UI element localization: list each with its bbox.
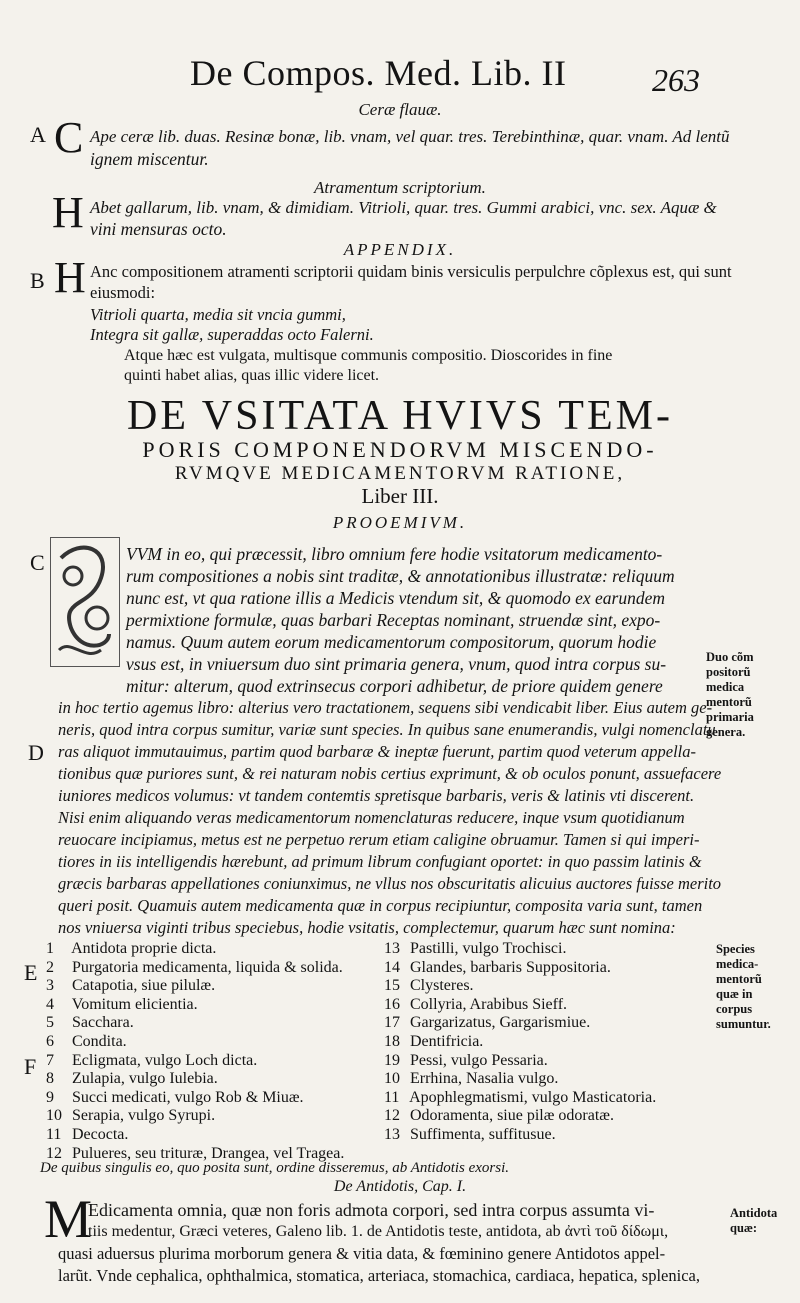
- closing-line: De quibus singulis eo, quo posita sunt, ordine disseremus, ab Antidotis exorsi.: [40, 1160, 510, 1176]
- species-name: Dentifricia.: [406, 1032, 484, 1050]
- species-number: 12: [46, 1144, 62, 1162]
- cera-line-1: Ape ceræ lib. duas. Resinæ bonæ, lib. vnam, vel quar. tres. Terebinthinæ, quar. vnam. Ad lentũ: [90, 127, 730, 146]
- species-number: 18: [384, 1032, 400, 1050]
- proemium-heading: PROOEMIVM.: [332, 513, 468, 532]
- atramentum-heading: Atramentum scriptorium.: [314, 178, 486, 197]
- species-item: [46, 1089, 344, 1108]
- book-title-line-3: RVMQVE MEDICAMENTORVM RATIONE,: [174, 463, 626, 484]
- species-item: [46, 940, 344, 959]
- species-name: Pessi, vulgo Pessaria.: [406, 1051, 548, 1069]
- proemium-line-6: vsus est, in vniuersum duo sint primaria genera, vnum, quod intra corpus su-: [126, 654, 667, 674]
- section-letter-f: F: [24, 1054, 37, 1079]
- species-name: Zulapia, vulgo Iulebia.: [68, 1070, 218, 1088]
- species-number: 13: [384, 940, 400, 957]
- species-name: Pulueres, seu trituræ, Drangea, vel Tragea.: [68, 1144, 345, 1162]
- species-name: Antidota proprie dicta.: [68, 940, 217, 957]
- atramentum-line-2: vini mensuras octo.: [90, 219, 227, 239]
- species-name: Condita.: [68, 1032, 127, 1050]
- margin-note-antidota: Antidota quæ:: [730, 1206, 778, 1235]
- proemium-line-10: ras aliquot immutauimus, partim quod barbaræ & ineptæ fuerunt, partim quod veterum appella-: [58, 742, 696, 761]
- chapter-line-3: quasi aduersus plurima morborum genera & vitia data, & fœminino genere Antidotos appel-: [58, 1244, 666, 1263]
- species-number: 9: [46, 1088, 54, 1106]
- proemium-line-17: queri posit. Quamuis autem medicamenta quæ in corpus recipiuntur, composita varia sunt, tamen: [58, 896, 703, 915]
- species-item: [384, 959, 656, 978]
- verse-1: Vitrioli quarta, media sit vncia gummi,: [90, 305, 346, 324]
- species-item: [46, 1014, 344, 1033]
- species-name: Serapia, vulgo Syrupi.: [68, 1107, 216, 1125]
- atramentum-initial: H: [52, 188, 84, 237]
- species-item: [384, 977, 656, 996]
- species-name: Suffimenta, suffitusue.: [406, 1125, 556, 1143]
- species-item: [384, 1089, 656, 1108]
- ornamental-initial: [50, 537, 120, 667]
- running-head: De Compos. Med. Lib. II: [190, 53, 567, 93]
- species-name: Clysteres.: [406, 977, 474, 995]
- book-title-line-4: Liber III.: [361, 484, 439, 508]
- proemium-line-8: in hoc tertio agemus libro: alterius vero tractationem, sequens sibi vendicabit liber. Eius autem ge-: [58, 698, 713, 717]
- species-name: Purgatoria medicamenta, liquida & solida.: [68, 958, 343, 976]
- proemium-line-9: neris, quod intra corpus sumitur, variæ sunt species. In quibus sane enumerandis, vulgi nomenclatu: [58, 720, 716, 739]
- species-item: [384, 996, 656, 1015]
- appendix-line-3: Atque hæc est vulgata, multisque communis compositio. Dioscorides in fine: [124, 347, 613, 364]
- species-item: [46, 1107, 344, 1126]
- proemium-line-7: mitur: alterum, quod extrinsecus corpori adhibetur, de priore quidem genere: [126, 676, 663, 696]
- species-name: Decocta.: [68, 1125, 129, 1143]
- species-item: [46, 1052, 344, 1071]
- species-item: [46, 1033, 344, 1052]
- species-item: [384, 1126, 656, 1145]
- species-item: [46, 977, 344, 996]
- species-number: 11: [384, 1088, 400, 1106]
- species-item: [46, 1070, 344, 1089]
- chapter-heading: De Antidotis, Cap. I.: [333, 1178, 467, 1195]
- species-item: [46, 1126, 344, 1145]
- verse-2: Integra sit gallæ, superaddas octo Falerni.: [90, 325, 374, 344]
- species-number: 14: [384, 958, 400, 976]
- species-number: 17: [384, 1014, 400, 1032]
- species-number: 8: [46, 1070, 54, 1088]
- cera-initial: C: [54, 113, 84, 162]
- species-name: Collyria, Arabibus Sieff.: [406, 995, 568, 1013]
- proemium-line-15: tiores in iis intelligendis hærebunt, ad primum librum confugiant oportet: in quo passim latinis &: [58, 852, 702, 871]
- species-number: 13: [384, 1125, 400, 1143]
- proemium-line-18: nos vniuersa viginti tribus speciebus, hodie vsitatis, complectemur, quarum hæc sunt nomina:: [58, 918, 676, 937]
- proemium-line-1: VVM in eo, qui præcessit, libro omnium fere hodie vsitatorum medicamento-: [126, 544, 663, 564]
- page-number: 263: [652, 62, 700, 98]
- species-item: [46, 996, 344, 1015]
- proemium-line-4: permixtione formulæ, quas barbari Receptas nominant, struendæ sint, expo-: [126, 610, 661, 630]
- appendix-line-4: quinti habet alias, quas illic videre licet.: [124, 367, 380, 384]
- section-letter-e: E: [24, 960, 38, 985]
- book-title-line-1: DE VSITATA HVIVS TEM-: [127, 393, 673, 439]
- species-name: Succi medicati, vulgo Rob & Miuæ.: [68, 1088, 304, 1106]
- book-title-line-2: PORIS COMPONENDORVM MISCENDO-: [142, 437, 658, 462]
- species-number: 11: [46, 1125, 62, 1143]
- species-name: Odoramenta, siue pilæ odoratæ.: [406, 1107, 614, 1125]
- species-number: 3: [46, 977, 54, 995]
- species-number: 16: [384, 995, 400, 1013]
- species-item: [384, 940, 656, 959]
- species-number: 2: [46, 958, 54, 976]
- species-number: 10: [384, 1070, 400, 1088]
- species-number: 1: [46, 940, 54, 957]
- margin-note-species: Species medica- mentorũ quæ in corpus sumuntur.: [716, 942, 771, 1031]
- proemium-line-3: nunc est, vt qua ratione illis a Medicis vtendum sit, & quomodo ex earundem: [126, 588, 666, 608]
- species-name: Ecligmata, vulgo Loch dicta.: [68, 1051, 258, 1069]
- species-number: 12: [384, 1107, 400, 1125]
- species-name: Vomitum elicientia.: [68, 995, 198, 1013]
- chapter-line-4: larũt. Vnde cephalica, ophthalmica, stomatica, arteriaca, stomachica, cardiaca, hepatica, splenica,: [58, 1266, 700, 1285]
- proemium-line-11: tionibus quæ puriores sunt, & rei naturam nobis certius exprimunt, & ob oculos ponunt, assuefacere: [58, 764, 722, 783]
- proemium-line-12: iuniores medicos volumus: vt tandem contemtis spretisque barbaris, veris & latinis vti discerent.: [58, 786, 695, 805]
- cera-heading: Ceræ flauæ.: [358, 100, 442, 119]
- species-item: [384, 1014, 656, 1033]
- species-list-left: [46, 940, 344, 1163]
- species-item: [384, 1033, 656, 1052]
- species-item: [46, 959, 344, 978]
- species-number: 19: [384, 1051, 400, 1069]
- species-name: Pastilli, vulgo Trochisci.: [406, 940, 567, 957]
- species-number: 5: [46, 1014, 54, 1032]
- section-letter-b: B: [30, 268, 45, 293]
- proemium-line-2: rum compositiones a nobis sint traditæ, & annotationibus illustratæ: reliquum: [126, 566, 675, 586]
- proemium-line-16: græcis barbaras appellationes coniunximus, ne vllus nos obscuritatis alicuius auctores fuisse merito: [58, 874, 722, 893]
- species-name: Glandes, barbaris Suppositoria.: [406, 958, 611, 976]
- chapter-line-2: tiis medentur, Græci veteres, Galeno lib. 1. de Antidotis teste, antidota, ab ἀντὶ τοῦ δίδωμι,: [88, 1223, 669, 1240]
- appendix-line-1: Anc compositionem atramenti scriptorii quidam binis versiculis perpulchre cõplexus est, qui sunt: [90, 262, 732, 281]
- proemium-line-5: namus. Quum autem eorum medicamentorum compositorum, quorum hodie: [126, 632, 657, 652]
- cera-line-2: ignem miscentur.: [90, 149, 209, 169]
- species-number: 15: [384, 977, 400, 995]
- species-item: [384, 1052, 656, 1071]
- species-name: Catapotia, siue pilulæ.: [68, 977, 216, 995]
- species-number: 4: [46, 995, 54, 1013]
- ornament-flourish-icon: [51, 538, 119, 666]
- species-name: Gargarizatus, Gargarismiue.: [406, 1014, 591, 1032]
- species-name: Errhina, Nasalia vulgo.: [406, 1070, 559, 1088]
- margin-note-duo: Duo cõm positorũ medica mentorũ primaria genera.: [706, 650, 754, 739]
- appendix-line-2: eiusmodi:: [90, 283, 156, 302]
- atramentum-line-1: Abet gallarum, lib. vnam, & dimidiam. Vitrioli, quar. tres. Gummi arabici, vnc. sex. Aquæ &: [90, 198, 717, 217]
- section-letter-a: A: [30, 122, 46, 147]
- section-letter-c: C: [30, 550, 45, 575]
- species-item: [384, 1107, 656, 1126]
- species-item: [384, 1070, 656, 1089]
- proemium-line-13: Nisi enim aliquando veras medicamentorum nomenclaturas reducere, inque vsum quotidianum: [58, 808, 685, 827]
- section-letter-d: D: [28, 740, 44, 765]
- proemium-line-14: reuocare incipiamus, metus est ne perpetuo rerum etiam caligine obruamur. Tamen si qui imperi-: [58, 830, 700, 849]
- species-name: Sacchara.: [68, 1014, 134, 1032]
- chapter-initial: M: [44, 1189, 93, 1249]
- species-number: 7: [46, 1051, 54, 1069]
- species-number: 10: [46, 1107, 62, 1125]
- species-name: Apophlegmatismi, vulgo Masticatoria.: [406, 1088, 657, 1106]
- appendix-initial: H: [54, 253, 86, 302]
- species-number: 6: [46, 1032, 54, 1050]
- chapter-line-1: Edicamenta omnia, quæ non foris admota corpori, sed intra corpus assumta vi-: [88, 1200, 655, 1220]
- appendix-heading: APPENDIX.: [343, 240, 457, 259]
- species-list-right: [384, 940, 656, 1145]
